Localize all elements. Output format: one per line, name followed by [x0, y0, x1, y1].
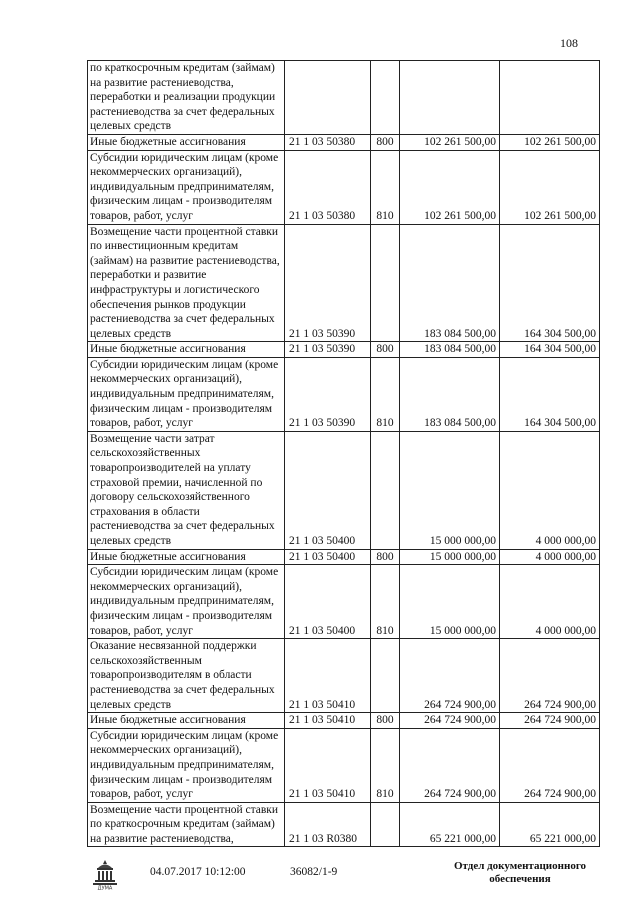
footer-department: Отдел документационного обеспечения: [453, 860, 587, 885]
row-code-cell: 21 1 03 50400: [285, 549, 371, 565]
svg-text:ДУМА: ДУМА: [97, 885, 113, 890]
table-row: [88, 549, 600, 565]
row-amount1-cell: [400, 61, 500, 135]
row-amount2-cell: 264 724 900,00: [500, 713, 600, 729]
row-amount1-cell: 102 261 500,00: [400, 150, 500, 224]
row-amount1-cell: 264 724 900,00: [400, 728, 500, 802]
row-vr-cell: [371, 639, 400, 713]
table-row: [88, 565, 600, 639]
row-code-cell: 21 1 03 50400: [285, 431, 371, 549]
row-vr-cell: 810: [371, 565, 400, 639]
row-vr-cell: [371, 224, 400, 342]
table-row: [88, 431, 600, 549]
row-amount2-cell: 164 304 500,00: [500, 357, 600, 431]
row-vr-cell: 800: [371, 713, 400, 729]
table-row: [88, 150, 600, 224]
row-amount1-cell: 15 000 000,00: [400, 431, 500, 549]
row-code-cell: 21 1 03 50410: [285, 639, 371, 713]
footer-doc-number: 36082/1-9: [290, 866, 338, 878]
row-amount2-cell: 264 724 900,00: [500, 728, 600, 802]
table-row: [88, 61, 600, 135]
row-amount2-cell: 102 261 500,00: [500, 134, 600, 150]
table-row: [88, 357, 600, 431]
row-name-cell: Оказание несвязанной поддержки сельскохозяйственным товаропроизводителям в области растениеводства за счет федеральных целевых средств: [88, 639, 285, 713]
row-vr-cell: 810: [371, 150, 400, 224]
row-name-cell: Возмещение части затрат сельскохозяйственных товаропроизводителей на уплату страховой премии, начисленной по договору сельскохозяйственного страхования в области растениеводства за счет федеральных целевых средств: [88, 431, 285, 549]
row-name-cell: Субсидии юридическим лицам (кроме некоммерческих организаций), индивидуальным предпринимателям, физическим лицам - производителям товаров, работ, услуг: [88, 357, 285, 431]
row-name-cell: Иные бюджетные ассигнования: [88, 549, 285, 565]
row-amount2-cell: 102 261 500,00: [500, 150, 600, 224]
row-amount1-cell: 15 000 000,00: [400, 565, 500, 639]
row-amount1-cell: 183 084 500,00: [400, 357, 500, 431]
row-code-cell: 21 1 03 50410: [285, 728, 371, 802]
budget-table: [87, 60, 600, 847]
row-vr-cell: 800: [371, 134, 400, 150]
row-amount2-cell: 4 000 000,00: [500, 565, 600, 639]
row-vr-cell: 810: [371, 357, 400, 431]
table-row: [88, 134, 600, 150]
row-code-cell: 21 1 03 50410: [285, 713, 371, 729]
row-amount1-cell: 102 261 500,00: [400, 134, 500, 150]
duma-logo-icon: [88, 858, 122, 890]
row-name-cell: Иные бюджетные ассигнования: [88, 342, 285, 358]
row-name-cell: Субсидии юридическим лицам (кроме некоммерческих организаций), индивидуальным предпринимателям, физическим лицам - производителям товаров, работ, услуг: [88, 565, 285, 639]
row-amount1-cell: 65 221 000,00: [400, 802, 500, 847]
row-vr-cell: [371, 431, 400, 549]
row-name-cell: Возмещение части процентной ставки по краткосрочным кредитам (займам) на развитие растениеводства,: [88, 802, 285, 847]
row-amount2-cell: 264 724 900,00: [500, 639, 600, 713]
row-vr-cell: [371, 802, 400, 847]
table-row: [88, 713, 600, 729]
row-code-cell: 21 1 03 50390: [285, 342, 371, 358]
row-name-cell: Возмещение части процентной ставки по инвестиционным кредитам (займам) на развитие растениеводства, переработки и развитие инфраструктуры и логистического обеспечения рынков продукции растениеводства за счет федеральных целевых средств: [88, 224, 285, 342]
table-row: [88, 728, 600, 802]
row-name-cell: Иные бюджетные ассигнования: [88, 134, 285, 150]
row-amount1-cell: 183 084 500,00: [400, 224, 500, 342]
row-code-cell: 21 1 03 50380: [285, 150, 371, 224]
table-row: [88, 224, 600, 342]
row-amount2-cell: 164 304 500,00: [500, 224, 600, 342]
row-name-cell: по краткосрочным кредитам (займам) на развитие растениеводства, переработки и реализации продукции растениеводства за счет федеральных целевых средств: [88, 61, 285, 135]
row-amount1-cell: 264 724 900,00: [400, 639, 500, 713]
table-row: [88, 802, 600, 847]
row-code-cell: 21 1 03 50380: [285, 134, 371, 150]
table-row: [88, 639, 600, 713]
row-code-cell: 21 1 03 50400: [285, 565, 371, 639]
table-row: [88, 342, 600, 358]
row-vr-cell: 800: [371, 549, 400, 565]
row-code-cell: 21 1 03 R0380: [285, 802, 371, 847]
row-amount2-cell: 65 221 000,00: [500, 802, 600, 847]
row-amount1-cell: 183 084 500,00: [400, 342, 500, 358]
row-code-cell: [285, 61, 371, 135]
row-name-cell: Субсидии юридическим лицам (кроме некоммерческих организаций), индивидуальным предпринимателям, физическим лицам - производителям товаров, работ, услуг: [88, 150, 285, 224]
page-number: 108: [560, 36, 578, 50]
row-amount2-cell: 4 000 000,00: [500, 549, 600, 565]
row-vr-cell: 810: [371, 728, 400, 802]
row-vr-cell: [371, 61, 400, 135]
row-amount2-cell: [500, 61, 600, 135]
footer-datetime: 04.07.2017 10:12:00: [150, 866, 246, 878]
row-amount1-cell: 264 724 900,00: [400, 713, 500, 729]
row-vr-cell: 800: [371, 342, 400, 358]
row-amount2-cell: 164 304 500,00: [500, 342, 600, 358]
row-code-cell: 21 1 03 50390: [285, 357, 371, 431]
row-code-cell: 21 1 03 50390: [285, 224, 371, 342]
row-name-cell: Субсидии юридическим лицам (кроме некоммерческих организаций), индивидуальным предпринимателям, физическим лицам - производителям товаров, работ, услуг: [88, 728, 285, 802]
row-name-cell: Иные бюджетные ассигнования: [88, 713, 285, 729]
row-amount1-cell: 15 000 000,00: [400, 549, 500, 565]
row-amount2-cell: 4 000 000,00: [500, 431, 600, 549]
